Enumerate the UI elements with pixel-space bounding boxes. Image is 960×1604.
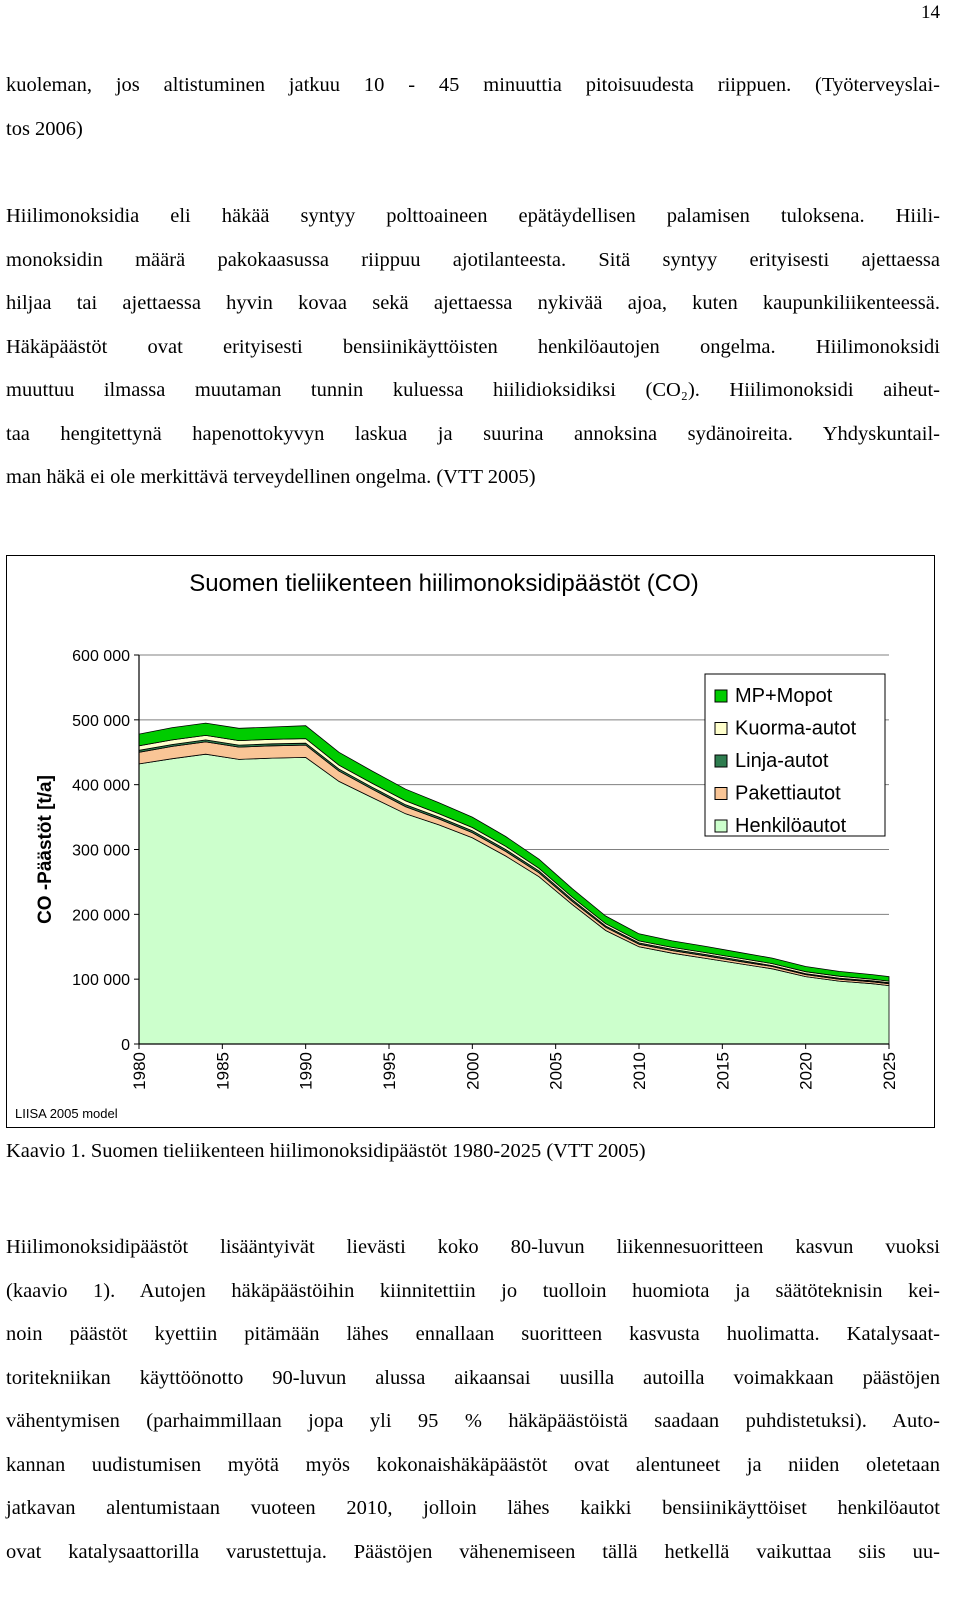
text-line: Häkäpäästöt ovat erityisesti bensiinikäyttöisten henkilöautojen ongelma. Hiilimonoksidi: [6, 335, 940, 358]
legend-label: Kuorma-autot: [735, 717, 857, 740]
text-line: jatkavan alentumistaan vuoteen 2010, jolloin lähes kaikki bensiinikäyttöiset henkilöautot: [6, 1497, 940, 1519]
x-tick-label: 2025: [880, 1052, 899, 1090]
paragraph-3: [6, 1226, 940, 1574]
legend-label: Linja-autot: [735, 750, 829, 772]
legend-swatch: [715, 820, 727, 832]
legend-swatch: [715, 755, 727, 767]
y-tick-label: 300 000: [72, 842, 130, 860]
x-tick-label: 1995: [380, 1052, 399, 1090]
x-tick-label: 2020: [796, 1052, 816, 1090]
chart-footnote: LIISA 2005 model: [15, 1106, 118, 1121]
paragraph-1: [6, 64, 940, 151]
text-line: muuttuu ilmassa muutaman tunnin kuluessa hiilidioksidiksi (CO₂). Hiilimonoksidi aiheut-: [6, 379, 940, 401]
legend-swatch: [715, 788, 727, 800]
text-line: kannan uudistumisen myötä myös kokonaishäkäpäästöt ovat alentuneet ja niiden oletetaan: [6, 1453, 940, 1476]
x-tick-label: 2015: [713, 1052, 733, 1090]
text-line: kuoleman, jos altistuminen jatkuu 10 - 45 minuuttia pitoisuudesta riippuen. (Työterveyslai-: [6, 74, 940, 96]
y-tick-label: 0: [121, 1037, 130, 1054]
text-line: tos 2006): [6, 117, 83, 140]
x-tick-label: 1985: [213, 1052, 233, 1090]
legend-swatch: [715, 723, 727, 735]
paragraph-2: [6, 195, 940, 500]
figure-caption: Kaavio 1. Suomen tieliikenteen hiilimonoksidipäästöt 1980-2025 (VTT 2005): [6, 1140, 646, 1162]
legend-swatch: [715, 690, 727, 702]
emissions-chart: [7, 556, 934, 1127]
legend-label: Henkilöautot: [735, 815, 847, 837]
text-line: Hiilimonoksidipäästöt lisääntyivät lievästi koko 80-luvun liikennesuoritteen kasvun vuoksi: [6, 1236, 940, 1258]
x-tick-label: 1980: [130, 1052, 149, 1090]
text-line: Hiilimonoksidia eli häkää syntyy polttoaineen epätäydellisen palamisen tuloksena. Hiili-: [6, 205, 940, 227]
y-axis-label: CO -Päästöt [t/a]: [35, 775, 56, 924]
text-line: man häkä ei ole merkittävä terveydellinen ongelma. (VTT 2005): [6, 466, 536, 488]
x-tick-label: 2005: [546, 1052, 566, 1090]
text-line: noin päästöt kyettiin pitämään lähes ennallaan suoritteen kasvusta huolimatta. Katalysaat-: [6, 1323, 940, 1345]
y-tick-label: 200 000: [72, 907, 130, 925]
y-tick-label: 500 000: [72, 712, 130, 730]
y-tick-label: 600 000: [72, 648, 130, 665]
legend-label: MP+Mopot: [735, 685, 833, 707]
y-tick-label: 100 000: [72, 972, 130, 990]
y-tick-label: 400 000: [72, 777, 130, 795]
text-line: taa hengitettynä hapenottokyvyn laskua ja suurina annoksina sydänoireita. Yhdyskuntail-: [6, 422, 940, 445]
x-tick-label: 2000: [463, 1052, 483, 1090]
text-line: hiljaa tai ajettaessa hyvin kovaa sekä ajettaessa nykivää ajoa, kuten kaupunkiliikenteessä.: [6, 292, 940, 314]
chart-title: Suomen tieliikenteen hiilimonoksidipäästöt (CO): [189, 570, 699, 597]
text-line: monoksidin määrä pakokaasussa riippuu ajotilanteesta. Sitä syntyy erityisesti ajettaessa: [6, 248, 940, 271]
text-line: vähentymisen (parhaimmillaan jopa yli 95 % häkäpäästöistä saadaan puhdistetuksi). Auto-: [6, 1410, 940, 1432]
legend-label: Pakettiautot: [735, 782, 841, 805]
x-tick-label: 2010: [630, 1052, 649, 1090]
text-line: toritekniikan käyttöönotto 90-luvun alussa aikaansai uusilla autoilla voimakkaan päästöjen: [6, 1366, 940, 1389]
page-number: 14: [921, 2, 940, 23]
chart-frame: [6, 555, 935, 1128]
text-line: ovat katalysaattorilla varustettuja. Päästöjen vähenemiseen tällä hetkellä vaikuttaa siis uu-: [6, 1540, 940, 1563]
text-line: (kaavio 1). Autojen häkäpäästöihin kiinnitettiin jo tuolloin huomiota ja säätöteknisin kei-: [6, 1279, 940, 1302]
x-tick-label: 1990: [296, 1052, 316, 1090]
